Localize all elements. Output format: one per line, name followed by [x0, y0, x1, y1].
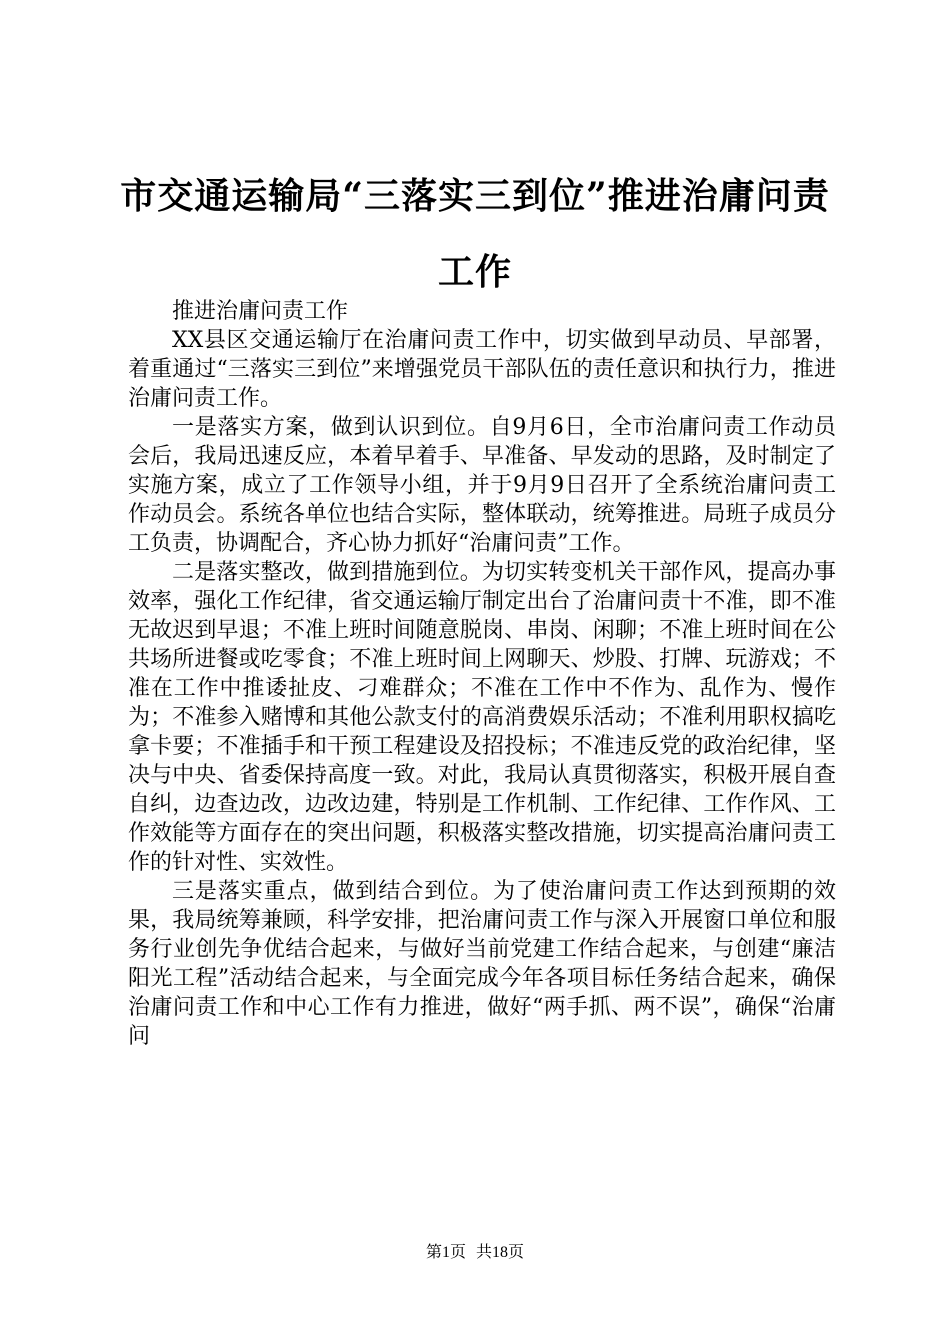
page-footer: [0, 1242, 950, 1264]
page-total: 共18页: [476, 1244, 525, 1261]
paragraph-subtitle: 推进治庸问责工作: [172, 299, 349, 324]
document-body: [128, 297, 836, 1051]
document-title: [0, 158, 950, 310]
page-number: 第1页: [425, 1244, 466, 1261]
paragraph-point-two: 二是落实整改，做到措施到位。为切实转变机关干部作风，提高办事效率，强化工作纪律，省交通运输厅制定出台了治庸问责十不准，即不准无故迟到早退；不准上班时间随意脱岗、串岗、闲聊；不准上班时间在公共场所进餐或吃零食；不准上班时间上网聊天、炒股、打牌、玩游戏；不准在工作中推诿扯皮、刁难群众；不准在工作中不作为、乱作为、慢作为；不准参入赌博和其他公款支付的高消费娱乐活动；不准利用职权搞吃拿卡要；不准插手和干预工程建设及招投标；不准违反党的政治纪律，坚决与中央、省委保持高度一致。对此，我局认真贯彻落实，积极开展自查自纠，边查边改，边改边建，特别是工作机制、工作纪律、工作作风、工作效能等方面存在的突出问题，积极落实整改措施，切实提高治庸问责工作的针对性、实效性。: [128, 560, 836, 875]
paragraph-intro: XX县区交通运输厅在治庸问责工作中，切实做到早动员、早部署，着重通过“三落实三到位”来增强党员干部队伍的责任意识和执行力，推进治庸问责工作。: [128, 328, 836, 411]
paragraph-point-one: 一是落实方案，做到认识到位。自9月6日，全市治庸问责工作动员会后，我局迅速反应，本着早着手、早准备、早发动的思路，及时制定了实施方案，成立了工作领导小组，并于9月9日召开了全系统治庸问责工作动员会。系统各单位也结合实际，整体联动，统筹推进。局班子成员分工负责，协调配合，齐心协力抓好“治庸问责”工作。: [128, 415, 836, 556]
paragraph-point-three: 三是落实重点，做到结合到位。为了使治庸问责工作达到预期的效果，我局统筹兼顾，科学安排，把治庸问责工作与深入开展窗口单位和服务行业创先争优结合起来，与做好当前党建工作结合起来，与创建“廉洁阳光工程”活动结合起来，与全面完成今年各项目标任务结合起来，确保治庸问责工作和中心工作有力推进，做好“两手抓、两不误”，确保“治庸问: [128, 879, 836, 1049]
title-line-2: 工作: [437, 251, 512, 293]
title-line-1: 市交通运输局“三落实三到位”推进治庸问责: [120, 175, 830, 217]
